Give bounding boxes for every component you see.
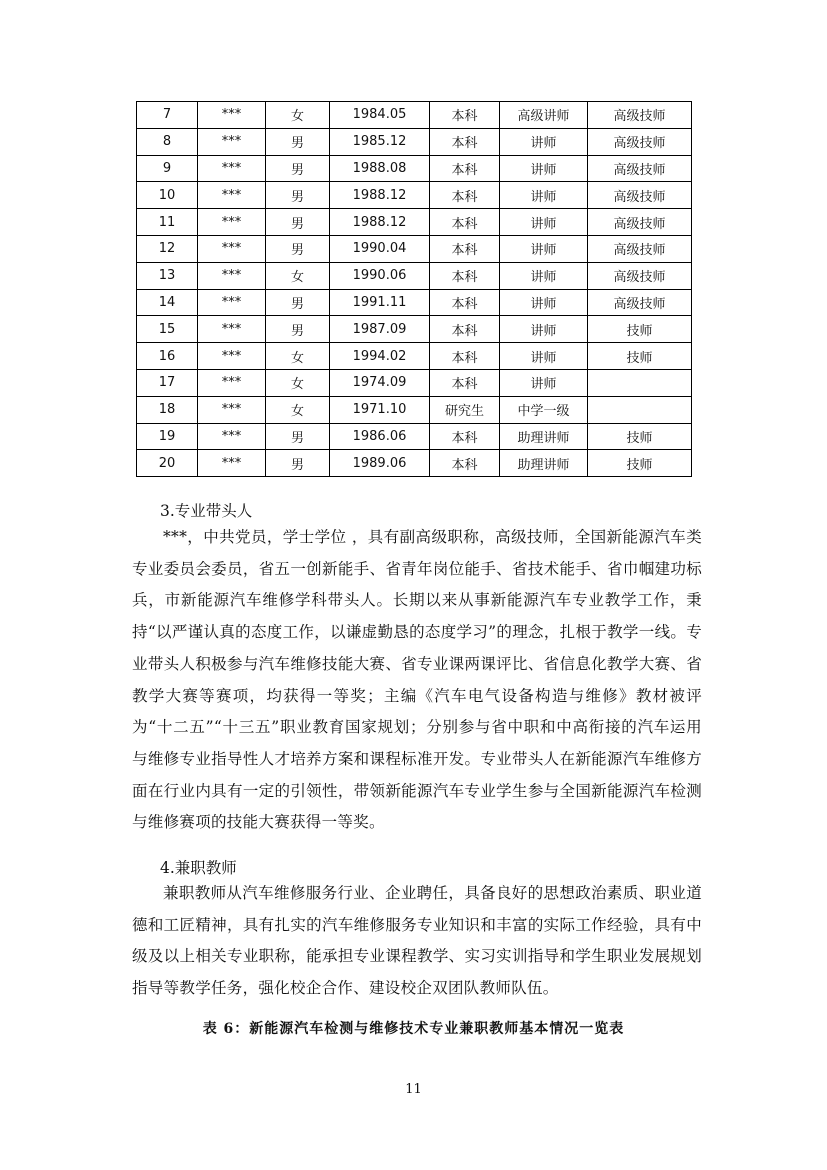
- table-cell: 女: [266, 262, 330, 289]
- staff-table: [136, 101, 692, 477]
- table-cell: 高级技师: [588, 235, 692, 262]
- table-cell: 1988.12: [330, 182, 430, 209]
- table-cell: 11: [137, 209, 198, 236]
- page-number: 11: [405, 1082, 422, 1097]
- table-cell: ***: [198, 182, 266, 209]
- part-time-teachers-paragraph: 兼职教师从汽车维修服务行业、企业聘任，具备良好的思想政治素质、职业道德和工匠精神，具有扎实的汽车维修服务专业知识和丰富的实际工作经验，具有中级及以上相关专业职称，能承担专业课程教学、实习实训指导和学生职业发展规划指导等教学任务，强化校企合作、建设校企双团队教师队伍。: [132, 884, 702, 998]
- table-cell: ***: [198, 262, 266, 289]
- table-cell: 1971.10: [330, 396, 430, 423]
- table-cell: 技师: [588, 316, 692, 343]
- table-cell: 1988.08: [330, 155, 430, 182]
- table-cell: 本科: [430, 289, 500, 316]
- table-cell: 中学一级: [500, 396, 588, 423]
- staff-table-body: [137, 102, 692, 477]
- table-cell: 研究生: [430, 396, 500, 423]
- table-cell: 技师: [588, 450, 692, 477]
- table-cell: ***: [198, 396, 266, 423]
- table-cell: ***: [198, 316, 266, 343]
- table-cell: 1991.11: [330, 289, 430, 316]
- table-cell: 本科: [430, 262, 500, 289]
- table-cell: ***: [198, 343, 266, 370]
- section-heading-lead-teacher: 3.专业带头人: [160, 502, 253, 520]
- table-cell: 18: [137, 396, 198, 423]
- table-cell: 本科: [430, 343, 500, 370]
- table-cell: 1990.04: [330, 235, 430, 262]
- table-cell: 本科: [430, 423, 500, 450]
- table-cell: 12: [137, 235, 198, 262]
- table-cell: 女: [266, 396, 330, 423]
- table-row: [137, 316, 692, 343]
- table-cell: 讲师: [500, 369, 588, 396]
- table-row: [137, 450, 692, 477]
- table-cell: 讲师: [500, 316, 588, 343]
- table-cell: 高级技师: [588, 209, 692, 236]
- table-cell: ***: [198, 235, 266, 262]
- table-cell: 本科: [430, 155, 500, 182]
- table-cell: 女: [266, 102, 330, 129]
- table-row: [137, 262, 692, 289]
- table-cell: 17: [137, 369, 198, 396]
- table-cell: 1985.12: [330, 128, 430, 155]
- table-cell: 女: [266, 369, 330, 396]
- table-cell: 16: [137, 343, 198, 370]
- table-cell: 高级技师: [588, 102, 692, 129]
- table-row: [137, 343, 692, 370]
- table-cell: 1987.09: [330, 316, 430, 343]
- table-cell: 高级讲师: [500, 102, 588, 129]
- table-cell: 男: [266, 289, 330, 316]
- table-cell: 高级技师: [588, 262, 692, 289]
- table-cell: 讲师: [500, 209, 588, 236]
- table-cell: 9: [137, 155, 198, 182]
- table-cell: 1974.09: [330, 369, 430, 396]
- table-cell: 8: [137, 128, 198, 155]
- table-cell: 讲师: [500, 262, 588, 289]
- table-cell: 14: [137, 289, 198, 316]
- table-cell: 讲师: [500, 128, 588, 155]
- table-cell: 讲师: [500, 155, 588, 182]
- table-cell: 1989.06: [330, 450, 430, 477]
- table-cell: 男: [266, 155, 330, 182]
- table-cell: 1984.05: [330, 102, 430, 129]
- table-cell: ***: [198, 209, 266, 236]
- table-cell: [588, 369, 692, 396]
- table-row: [137, 396, 692, 423]
- table-cell: 1986.06: [330, 423, 430, 450]
- table-row: [137, 155, 692, 182]
- section-heading-part-time-teachers: 4.兼职教师: [160, 859, 237, 877]
- table-cell: 女: [266, 343, 330, 370]
- table-cell: 技师: [588, 423, 692, 450]
- table-cell: ***: [198, 369, 266, 396]
- table-cell: 高级技师: [588, 155, 692, 182]
- table-row: [137, 182, 692, 209]
- table-cell: 本科: [430, 182, 500, 209]
- table-cell: 男: [266, 450, 330, 477]
- table-cell: 男: [266, 316, 330, 343]
- table-row: [137, 289, 692, 316]
- lead-teacher-paragraph: ***，中共党员，学士学位 ，具有副高级职称，高级技师，全国新能源汽车类专业委员会委员，省五一创新能手、省青年岗位能手、省技术能手、省巾帼建功标兵，市新能源汽车维修学科带头人。长期以来从事新能源汽车专业教学工作，秉持“以严谨认真的态度工作，以谦虚勤恳的态度学习”的理念，扎根于教学一线。专业带头人积极参与汽车维修技能大赛、省专业课两课评比、省信息化教学大赛、省教学大赛等赛项，均获得一等奖；主编《汽车电气设备构造与维修》教材被评为“十二五”“十三五”职业教育国家规划；分别参与省中职和中高衔接的汽车运用与维修专业指导性人才培养方案和课程标准开发。专业带头人在新能源汽车维修方面在行业内具有一定的引领性，带领新能源汽车专业学生参与全国新能源汽车检测与维修赛项的技能大赛获得一等奖。: [132, 528, 702, 832]
- table-cell: 讲师: [500, 182, 588, 209]
- table-cell: 15: [137, 316, 198, 343]
- table-row: [137, 235, 692, 262]
- table-cell: 高级技师: [588, 128, 692, 155]
- table-cell: 助理讲师: [500, 450, 588, 477]
- table-cell: 男: [266, 182, 330, 209]
- table-cell: 高级技师: [588, 182, 692, 209]
- table-cell: 1990.06: [330, 262, 430, 289]
- table-row: [137, 209, 692, 236]
- table-cell: 7: [137, 102, 198, 129]
- table-cell: ***: [198, 450, 266, 477]
- table-cell: 本科: [430, 450, 500, 477]
- table-cell: 助理讲师: [500, 423, 588, 450]
- table-cell: 技师: [588, 343, 692, 370]
- table-cell: 男: [266, 128, 330, 155]
- table-cell: [588, 396, 692, 423]
- table-cell: 本科: [430, 209, 500, 236]
- table-cell: ***: [198, 423, 266, 450]
- table-row: [137, 102, 692, 129]
- table-cell: 本科: [430, 128, 500, 155]
- table-cell: 20: [137, 450, 198, 477]
- table-cell: ***: [198, 155, 266, 182]
- table-cell: 19: [137, 423, 198, 450]
- table-row: [137, 423, 692, 450]
- table-cell: 1994.02: [330, 343, 430, 370]
- table-caption: 表 6：新能源汽车检测与维修技术专业兼职教师基本情况一览表: [202, 1021, 625, 1037]
- table-cell: 13: [137, 262, 198, 289]
- table-cell: 本科: [430, 235, 500, 262]
- table-cell: 本科: [430, 369, 500, 396]
- table-cell: ***: [198, 102, 266, 129]
- table-cell: 讲师: [500, 343, 588, 370]
- table-cell: 高级技师: [588, 289, 692, 316]
- table-cell: 讲师: [500, 235, 588, 262]
- table-cell: 本科: [430, 102, 500, 129]
- table-row: [137, 128, 692, 155]
- table-cell: 男: [266, 209, 330, 236]
- table-cell: ***: [198, 128, 266, 155]
- table-cell: 讲师: [500, 289, 588, 316]
- table-cell: 1988.12: [330, 209, 430, 236]
- table-row: [137, 369, 692, 396]
- table-cell: 男: [266, 423, 330, 450]
- table-cell: 男: [266, 235, 330, 262]
- table-cell: 本科: [430, 316, 500, 343]
- table-cell: 10: [137, 182, 198, 209]
- table-cell: ***: [198, 289, 266, 316]
